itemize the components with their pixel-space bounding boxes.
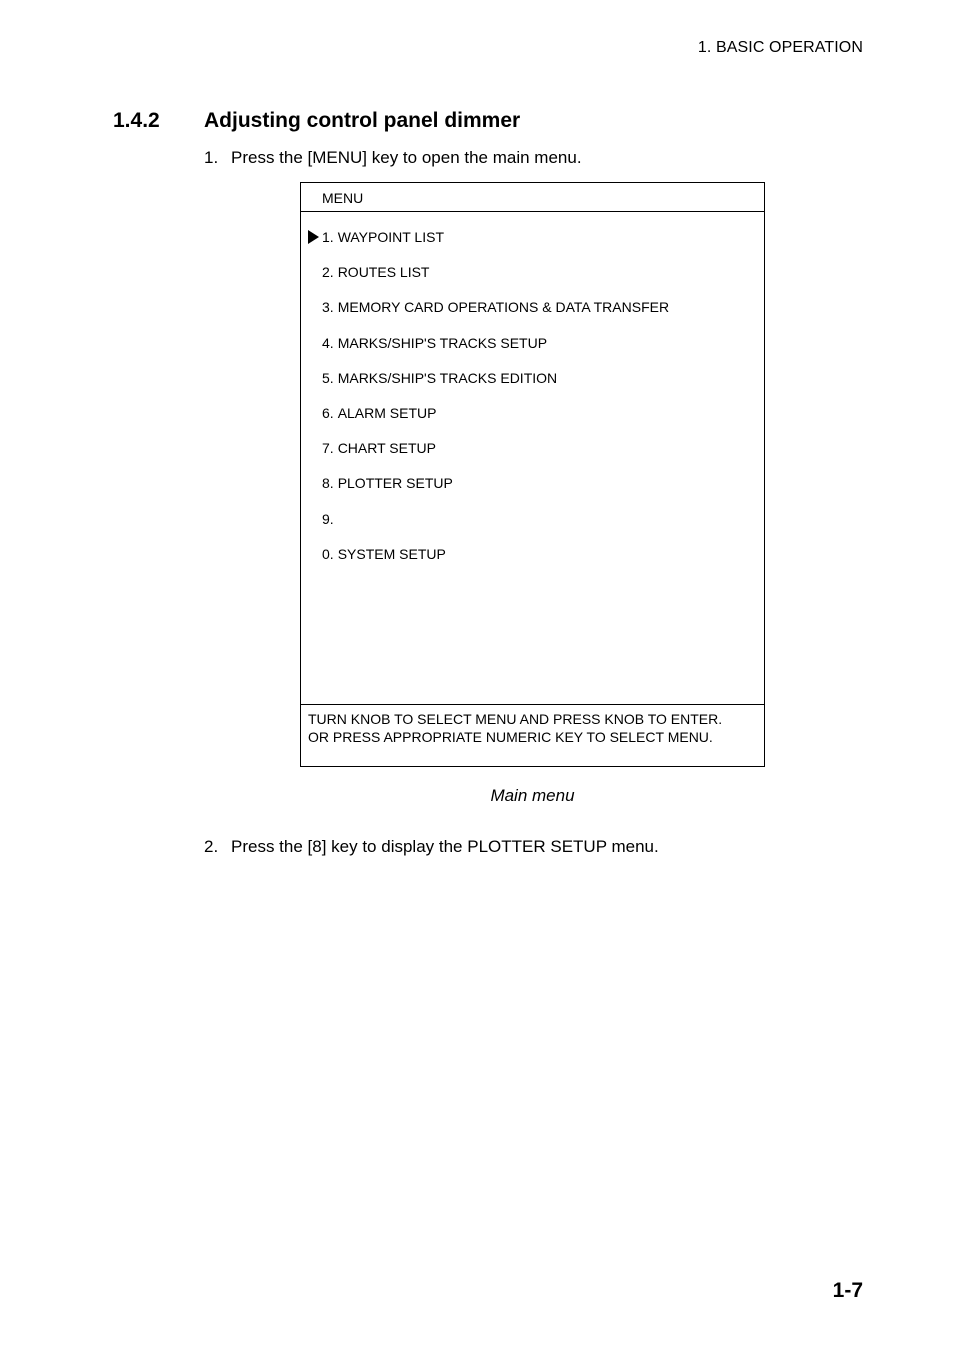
section-heading <box>113 109 520 133</box>
menu-item-label: MARKS/SHIP'S TRACKS EDITION <box>337 369 558 386</box>
menu-item-label: MARKS/SHIP'S TRACKS SETUP <box>337 334 548 351</box>
menu-title-bar <box>301 183 764 212</box>
menu-item-marks-tracks-edition[interactable] <box>301 370 764 405</box>
step-number: 2. <box>204 837 219 856</box>
step-number: 1. <box>204 148 219 167</box>
running-header: 1. BASIC OPERATION <box>697 39 863 56</box>
menu-title: MENU <box>322 190 364 206</box>
menu-item-9[interactable] <box>301 511 764 546</box>
menu-item-waypoint-list[interactable] <box>301 229 764 264</box>
section-number: 1.4.2 <box>113 109 160 132</box>
menu-item-label: PLOTTER SETUP <box>337 475 453 492</box>
menu-item-label: WAYPOINT LIST <box>337 229 444 245</box>
section-title: Adjusting control panel dimmer <box>204 109 521 132</box>
footer-instruction-line-2: OR PRESS APPROPRIATE NUMERIC KEY TO SELECT MENU. <box>308 729 713 745</box>
footer-instruction-line-1: TURN KNOB TO SELECT MENU AND PRESS KNOB TO ENTER. <box>308 711 723 727</box>
menu-item-number: 3. <box>322 299 334 316</box>
menu-item-number: 9. <box>322 510 334 527</box>
menu-item-number: 7. <box>322 440 334 457</box>
step-1 <box>204 148 582 168</box>
menu-item-plotter-setup[interactable] <box>301 475 764 510</box>
figure-caption: Main menu <box>490 786 575 805</box>
menu-item-alarm-setup[interactable] <box>301 405 764 440</box>
step-text: Press the [8] key to display the PLOTTER SETUP menu. <box>231 837 659 856</box>
menu-item-number: 4. <box>322 334 334 351</box>
triangle-right-icon <box>308 230 319 244</box>
menu-list <box>301 229 764 581</box>
menu-item-routes-list[interactable] <box>301 264 764 299</box>
menu-item-marks-tracks-setup[interactable] <box>301 335 764 370</box>
menu-item-number: 5. <box>322 369 334 386</box>
menu-item-number: 6. <box>322 404 334 421</box>
menu-item-label: MEMORY CARD OPERATIONS & DATA TRANSFER <box>337 299 670 316</box>
menu-item-label: CHART SETUP <box>337 440 436 457</box>
step-2 <box>204 837 659 857</box>
menu-item-memory-card[interactable] <box>301 299 764 334</box>
menu-item-label: ALARM SETUP <box>337 404 437 421</box>
menu-item-label: ROUTES LIST <box>337 264 430 281</box>
page-number: 1-7 <box>832 1279 863 1302</box>
menu-item-number: 1. <box>322 229 334 245</box>
menu-item-number: 8. <box>322 475 334 492</box>
menu-item-number: 0. <box>322 545 334 562</box>
step-text: Press the [MENU] key to open the main menu. <box>231 148 582 167</box>
main-menu-screen <box>300 182 765 767</box>
menu-item-chart-setup[interactable] <box>301 440 764 475</box>
menu-footer <box>301 704 764 766</box>
menu-item-number: 2. <box>322 264 334 281</box>
menu-item-label: SYSTEM SETUP <box>337 545 446 562</box>
menu-item-system-setup[interactable] <box>301 546 764 581</box>
